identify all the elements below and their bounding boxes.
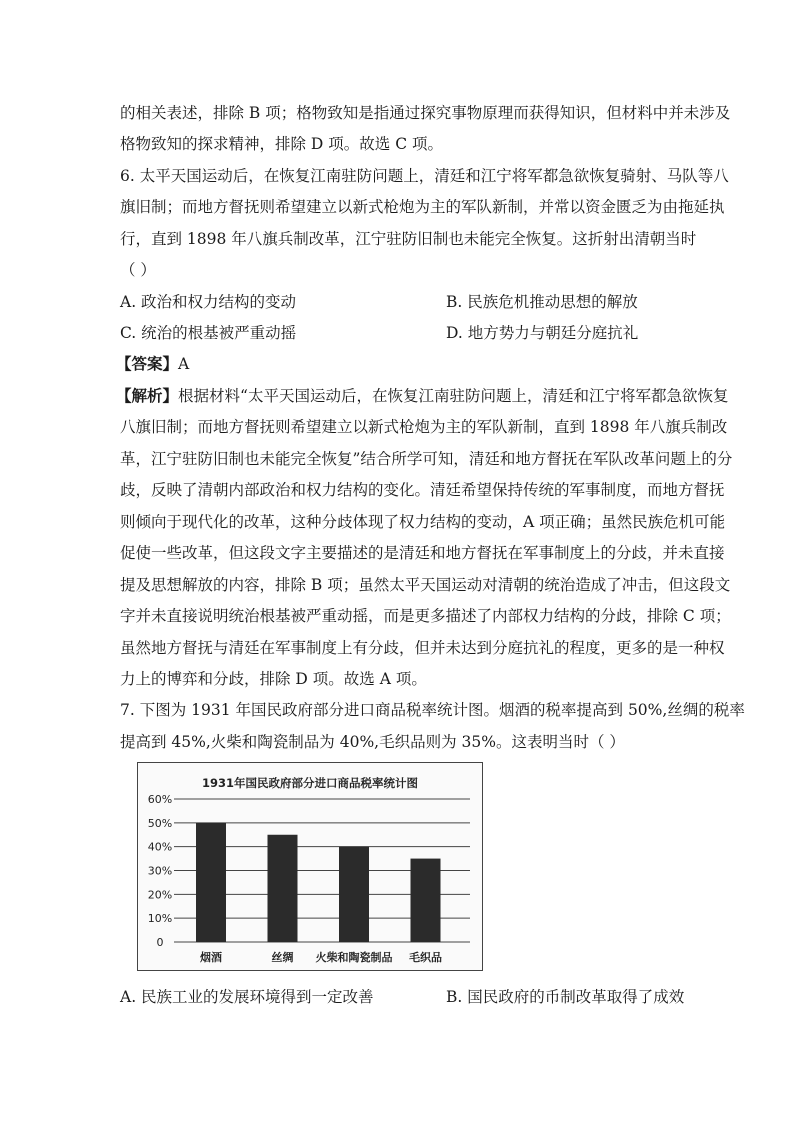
question-7-line-2: 提高到 45%,火柴和陶瓷制品为 40%,毛织品则为 35%。这表明当时（ ）	[120, 733, 625, 751]
answer-value: A	[178, 355, 190, 373]
tariff-rate-chart	[137, 762, 483, 971]
analysis-line-4: 歧，反映了清朝内部政治和权力结构的变化。清廷希望保持传统的军事制度，而地方督抚	[120, 481, 725, 499]
analysis-line-1	[116, 386, 728, 406]
y-tick-label: 40%	[147, 840, 173, 854]
tariff-rate-chart-svg	[138, 763, 482, 970]
analysis-line-10: 力上的博弈和分歧，排除 D 项。故选 A 项。	[120, 670, 427, 688]
option-6c: C. 统治的根基被严重动摇	[120, 324, 297, 342]
x-category-label: 火柴和陶瓷制品	[315, 951, 393, 964]
answer-label: 【答案】	[116, 354, 179, 373]
x-category-label: 毛织品	[409, 951, 442, 964]
bar-3	[339, 847, 369, 942]
option-6b: B. 民族危机推动思想的解放	[446, 293, 638, 311]
y-tick-label: 50%	[147, 816, 173, 830]
text-line-2: 格物致知的探求精神，排除 D 项。故选 C 项。	[120, 135, 443, 153]
y-tick-label: 0	[156, 936, 164, 949]
analysis-line-9: 虽然地方督抚与清廷在军事制度上有分歧，但并未达到分庭抗礼的程度，更多的是一种权	[120, 639, 725, 657]
y-tick-label: 20%	[147, 888, 173, 902]
x-category-label: 丝绸	[271, 951, 294, 964]
y-tick-label: 60%	[147, 793, 173, 806]
analysis-text-1: 根据材料“太平天国运动后，在恢复江南驻防问题上，清廷和江宁将军都急欲恢复	[178, 387, 729, 405]
analysis-line-7: 提及思想解放的内容，排除 B 项；虽然太平天国运动对清朝的统治造成了冲击，但这段文	[120, 576, 731, 594]
answer-line	[116, 354, 189, 374]
chart-title: 1931年国民政府部分进口商品税率统计图	[201, 776, 419, 790]
question-6-line-2: 旗旧制；而地方督抚则希望建立以新式枪炮为主的军队新制，并常以资金匮乏为由拖延执	[120, 198, 725, 216]
option-7a: A. 民族工业的发展环境得到一定改善	[120, 988, 374, 1006]
question-6-blank: （ ）	[120, 261, 156, 279]
y-tick-label: 30%	[147, 864, 173, 878]
question-7-line-1: 7. 下图为 1931 年国民政府部分进口商品税率统计图。烟酒的税率提高到 50%,丝绸的税率	[120, 701, 745, 719]
x-category-label: 烟酒	[200, 951, 222, 964]
text-line-1: 的相关表述，排除 B 项；格物致知是指通过探究事物原理而获得知识，但材料中并未涉及	[120, 104, 731, 122]
analysis-line-5: 则倾向于现代化的改革，这种分歧体现了权力结构的变动，A 项正确；虽然民族危机可能	[120, 513, 726, 531]
analysis-label: 【解析】	[116, 386, 179, 405]
question-6-line-1: 6. 太平天国运动后，在恢复江南驻防问题上，清廷和江宁将军都急欲恢复骑射、马队等八	[120, 167, 729, 185]
analysis-line-3: 革，江宁驻防旧制也未能完全恢复”结合所学可知，清廷和地方督抚在军队改革问题上的分	[120, 450, 733, 468]
option-6a: A. 政治和权力结构的变动	[120, 293, 297, 311]
bar-2	[268, 835, 298, 942]
analysis-line-2: 八旗旧制；而地方督抚则希望建立以新式枪炮为主的军队新制，直到 1898 年八旗兵制改	[120, 418, 728, 436]
bar-1	[196, 823, 226, 942]
y-tick-label: 10%	[147, 912, 173, 926]
analysis-line-8: 字并未直接说明统治根基被严重动摇，而是更多描述了内部权力结构的分歧，排除 C 项；	[120, 607, 731, 625]
analysis-line-6: 促使一些改革，但这段文字主要描述的是清廷和地方督抚在军事制度上的分歧，并未直接	[120, 544, 725, 562]
option-6d: D. 地方势力与朝廷分庭抗礼	[446, 324, 639, 342]
question-6-line-3: 行，直到 1898 年八旗兵制改革，江宁驻防旧制也未能完全恢复。这折射出清朝当时	[120, 230, 697, 248]
bar-4	[411, 859, 441, 942]
option-7b: B. 国民政府的币制改革取得了成效	[446, 988, 685, 1006]
